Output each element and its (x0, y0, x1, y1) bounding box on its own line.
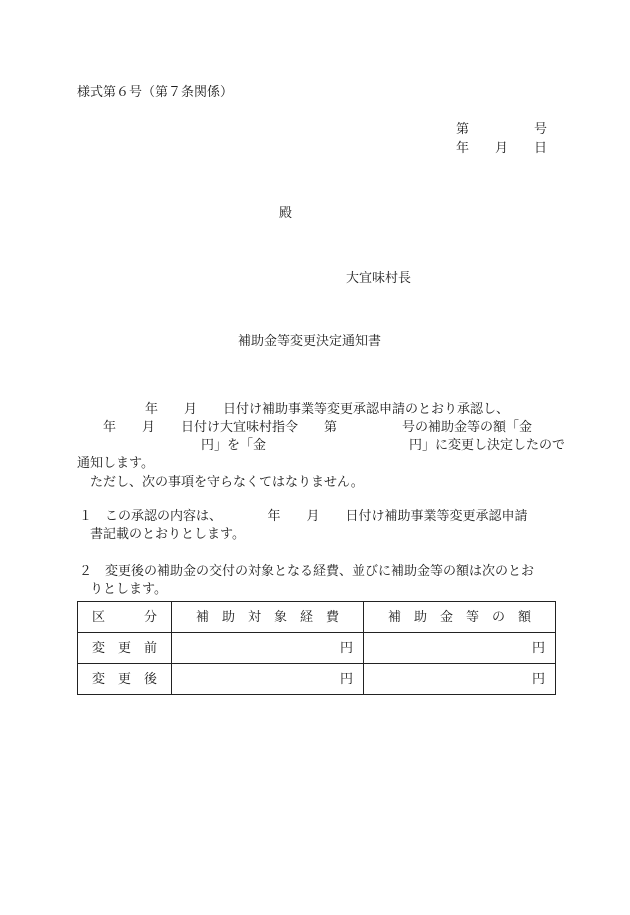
item-1-line-2: 書記載のとおりとします。 (90, 527, 245, 542)
header-category: 区 分 (78, 602, 172, 633)
body-line-2: 年 月 日付け大宜味村指令 第 号の補助金等の額「金 (103, 420, 533, 435)
body-line-1: 年 月 日付け補助事業等変更承認申請のとおり承認し、 (145, 402, 510, 417)
cost-cell: 円 (172, 633, 364, 664)
row-label: 変 更 後 (78, 664, 172, 695)
addressee-suffix: 殿 (279, 206, 293, 221)
body-line-4: 通知します。 (77, 456, 154, 471)
amount-cell: 円 (364, 664, 556, 695)
header-eligible-cost: 補 助 対 象 経 費 (172, 602, 364, 633)
table-row (78, 633, 556, 664)
cost-cell: 円 (172, 664, 364, 695)
issuer: 大宜味村長 (346, 271, 412, 286)
item-1-line-1: １ この承認の内容は、 年 月 日付け補助事業等変更承認申請 (79, 509, 528, 524)
page-title: 補助金等変更決定通知書 (238, 334, 382, 349)
table-row (78, 664, 556, 695)
document-date: 年 月 日 (456, 141, 548, 156)
table-header-row (78, 602, 556, 633)
subsidy-table (77, 601, 556, 695)
body-line-3: 円」を「金 円」に変更し決定したので (201, 438, 566, 453)
document-number: 第 号 (456, 122, 548, 137)
item-2-line-2: りとします。 (90, 582, 167, 597)
form-label: 様式第６号（第７条関係） (77, 85, 234, 100)
body-line-5: ただし、次の事項を守らなくてはなりません。 (90, 475, 364, 490)
amount-cell: 円 (364, 633, 556, 664)
item-2-line-1: ２ 変更後の補助金の交付の対象となる経費、並びに補助金等の額は次のとお (79, 564, 535, 579)
row-label: 変 更 前 (78, 633, 172, 664)
header-subsidy-amount: 補 助 金 等 の 額 (364, 602, 556, 633)
